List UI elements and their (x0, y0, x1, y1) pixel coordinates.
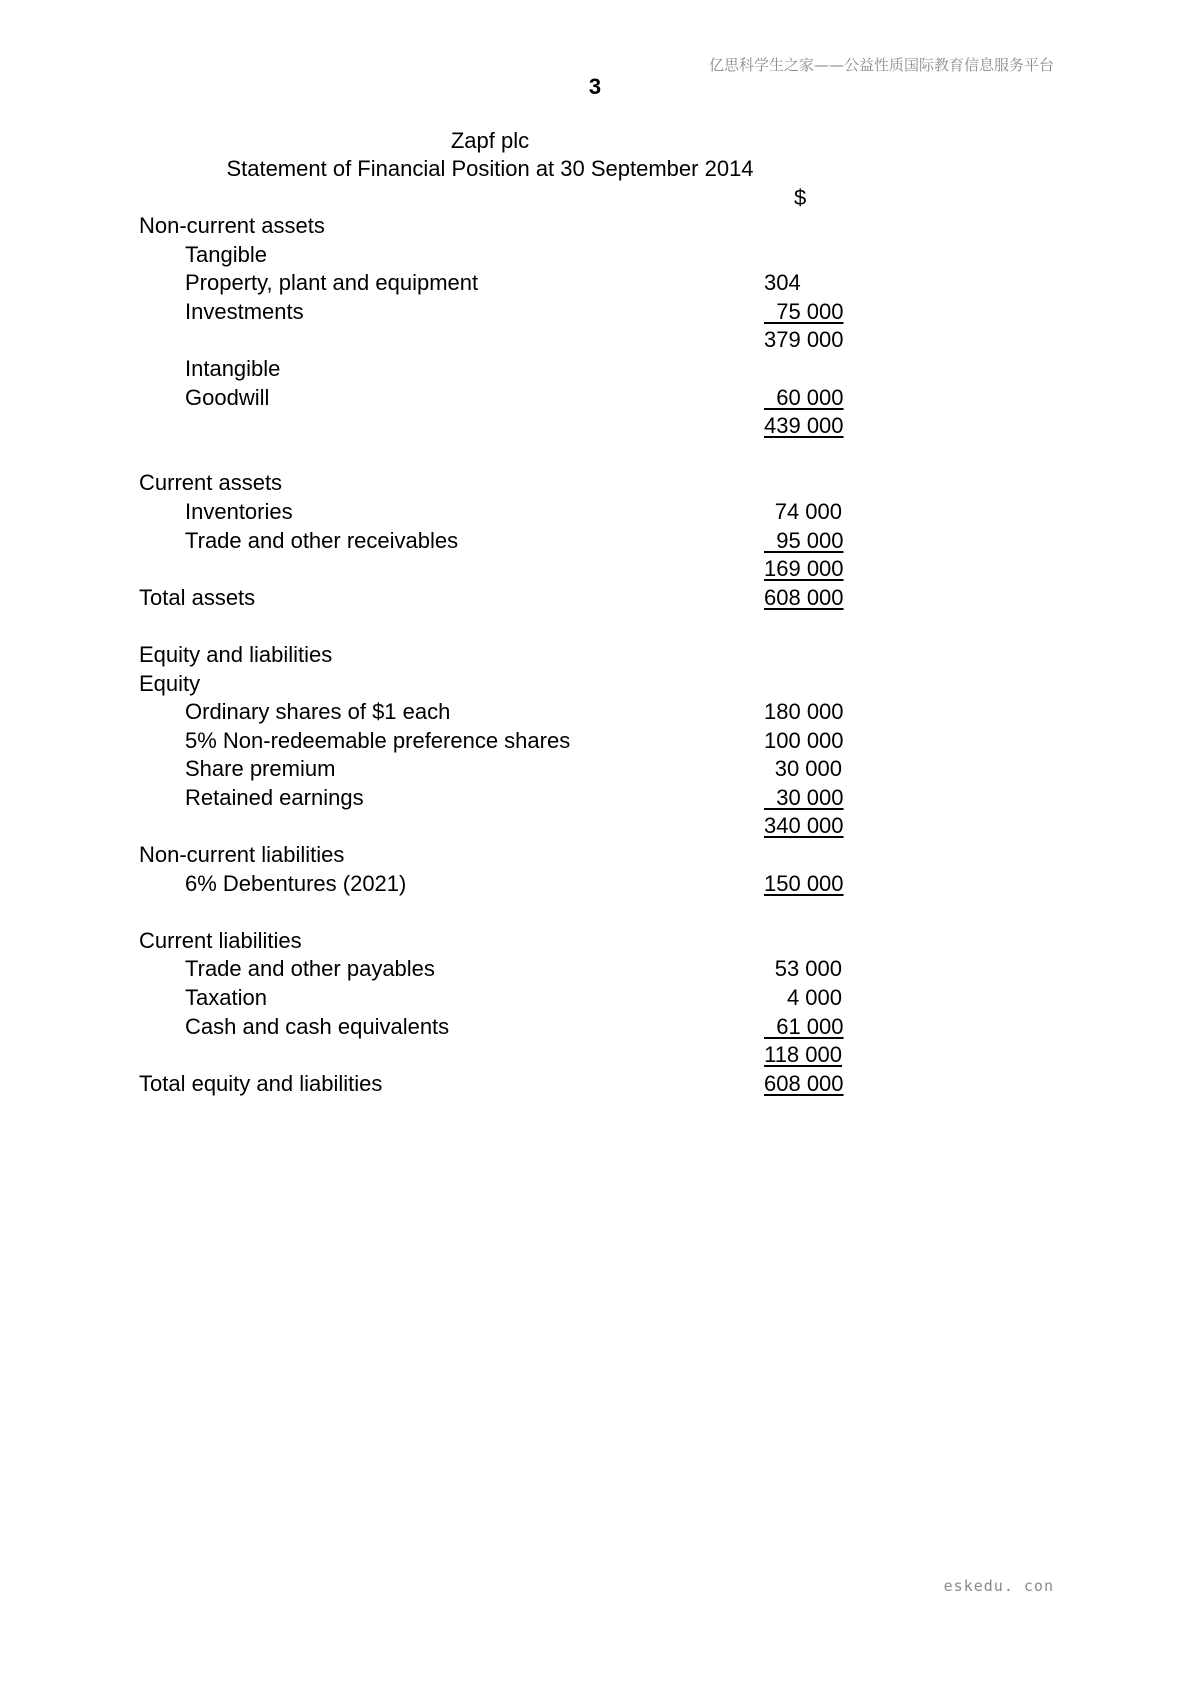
row-amount: 95 000 (764, 527, 844, 553)
row-amount: 118 000 (764, 1042, 842, 1068)
row-amount: 74 000 (774, 498, 842, 524)
row-label: Equity (139, 670, 201, 696)
row-property-plant-equipment (139, 269, 939, 298)
row-label: Current assets (139, 470, 283, 496)
watermark-text: 亿思科学生之家——公益性质国际教育信息服务平台 (708, 56, 1054, 74)
row-amount: 60 000 (764, 384, 844, 410)
row-label: Property, plant and equipment (185, 270, 479, 296)
row-share-premium (139, 755, 939, 784)
row-amount: 53 000 (774, 956, 842, 982)
company-name: Zapf plc (450, 128, 530, 153)
row-label: Inventories (185, 498, 293, 524)
section-heading-non-current-assets (139, 212, 939, 241)
row-amount: 439 000 (764, 413, 844, 439)
row-debentures (139, 870, 939, 899)
row-total-assets (139, 584, 939, 613)
row-taxation (139, 984, 939, 1013)
section-heading-current-assets (139, 469, 939, 498)
row-amount: 30 000 (774, 756, 842, 782)
section-heading-equity (139, 670, 939, 699)
row-retained-earnings (139, 784, 939, 813)
row-label: Retained earnings (185, 784, 364, 810)
row-current-assets-total (139, 555, 939, 584)
row-amount: 4 000 (786, 985, 842, 1011)
row-label: Total equity and liabilities (139, 1070, 383, 1096)
row-label: 6% Debentures (2021) (185, 870, 407, 896)
row-label: Non-current assets (139, 213, 325, 238)
statement-body (139, 212, 939, 1098)
currency-symbol: $ (794, 185, 807, 210)
row-trade-receivables (139, 527, 939, 556)
section-heading-current-liabilities (139, 927, 939, 956)
row-amount: 608 000 (764, 1070, 844, 1096)
row-label: 5% Non-redeemable preference shares (185, 727, 571, 753)
section-heading-equity-liabilities (139, 641, 939, 670)
row-amount: 379 000 (764, 327, 844, 353)
row-preference-shares (139, 727, 939, 756)
row-label: Ordinary shares of $1 each (185, 699, 451, 725)
row-amount: 340 000 (764, 813, 844, 839)
row-equity-total (139, 812, 939, 841)
row-label: Trade and other receivables (185, 527, 459, 553)
row-tangible-total (139, 326, 939, 355)
footer-text: eskedu. con (943, 1577, 1054, 1595)
row-ordinary-shares (139, 698, 939, 727)
row-non-current-assets-total (139, 412, 939, 441)
row-amount: 304 (764, 270, 801, 296)
statement-title: Statement of Financial Position at 30 September 2014 (226, 156, 754, 181)
row-inventories (139, 498, 939, 527)
row-label: Trade and other payables (185, 956, 435, 982)
row-label: Cash and cash equivalents (185, 1013, 450, 1039)
row-current-liabilities-total (139, 1041, 939, 1070)
row-amount: 180 000 (764, 699, 844, 725)
row-label: Current liabilities (139, 927, 302, 953)
page-number: 3 (588, 74, 602, 99)
row-label: Equity and liabilities (139, 641, 333, 667)
row-label: Total assets (139, 584, 256, 610)
section-heading-non-current-liabilities (139, 841, 939, 870)
row-label: Tangible (185, 241, 267, 267)
row-amount: 608 000 (764, 584, 844, 610)
row-amount: 30 000 (764, 784, 844, 810)
row-goodwill (139, 384, 939, 413)
row-label: Share premium (185, 756, 336, 782)
row-trade-payables (139, 955, 939, 984)
row-label: Goodwill (185, 384, 270, 410)
row-total-equity-liabilities (139, 1070, 939, 1099)
row-label: Investments (185, 298, 304, 324)
row-amount: 169 000 (764, 556, 844, 582)
row-label: Non-current liabilities (139, 842, 345, 868)
row-amount: 75 000 (764, 298, 844, 324)
row-amount: 61 000 (764, 1013, 844, 1039)
subheading-tangible (139, 241, 939, 270)
subheading-intangible (139, 355, 939, 384)
row-amount: 100 000 (764, 727, 844, 753)
row-label: Intangible (185, 355, 281, 381)
row-investments (139, 298, 939, 327)
row-cash-equivalents (139, 1013, 939, 1042)
row-amount: 150 000 (764, 870, 844, 896)
row-label: Taxation (185, 985, 267, 1011)
